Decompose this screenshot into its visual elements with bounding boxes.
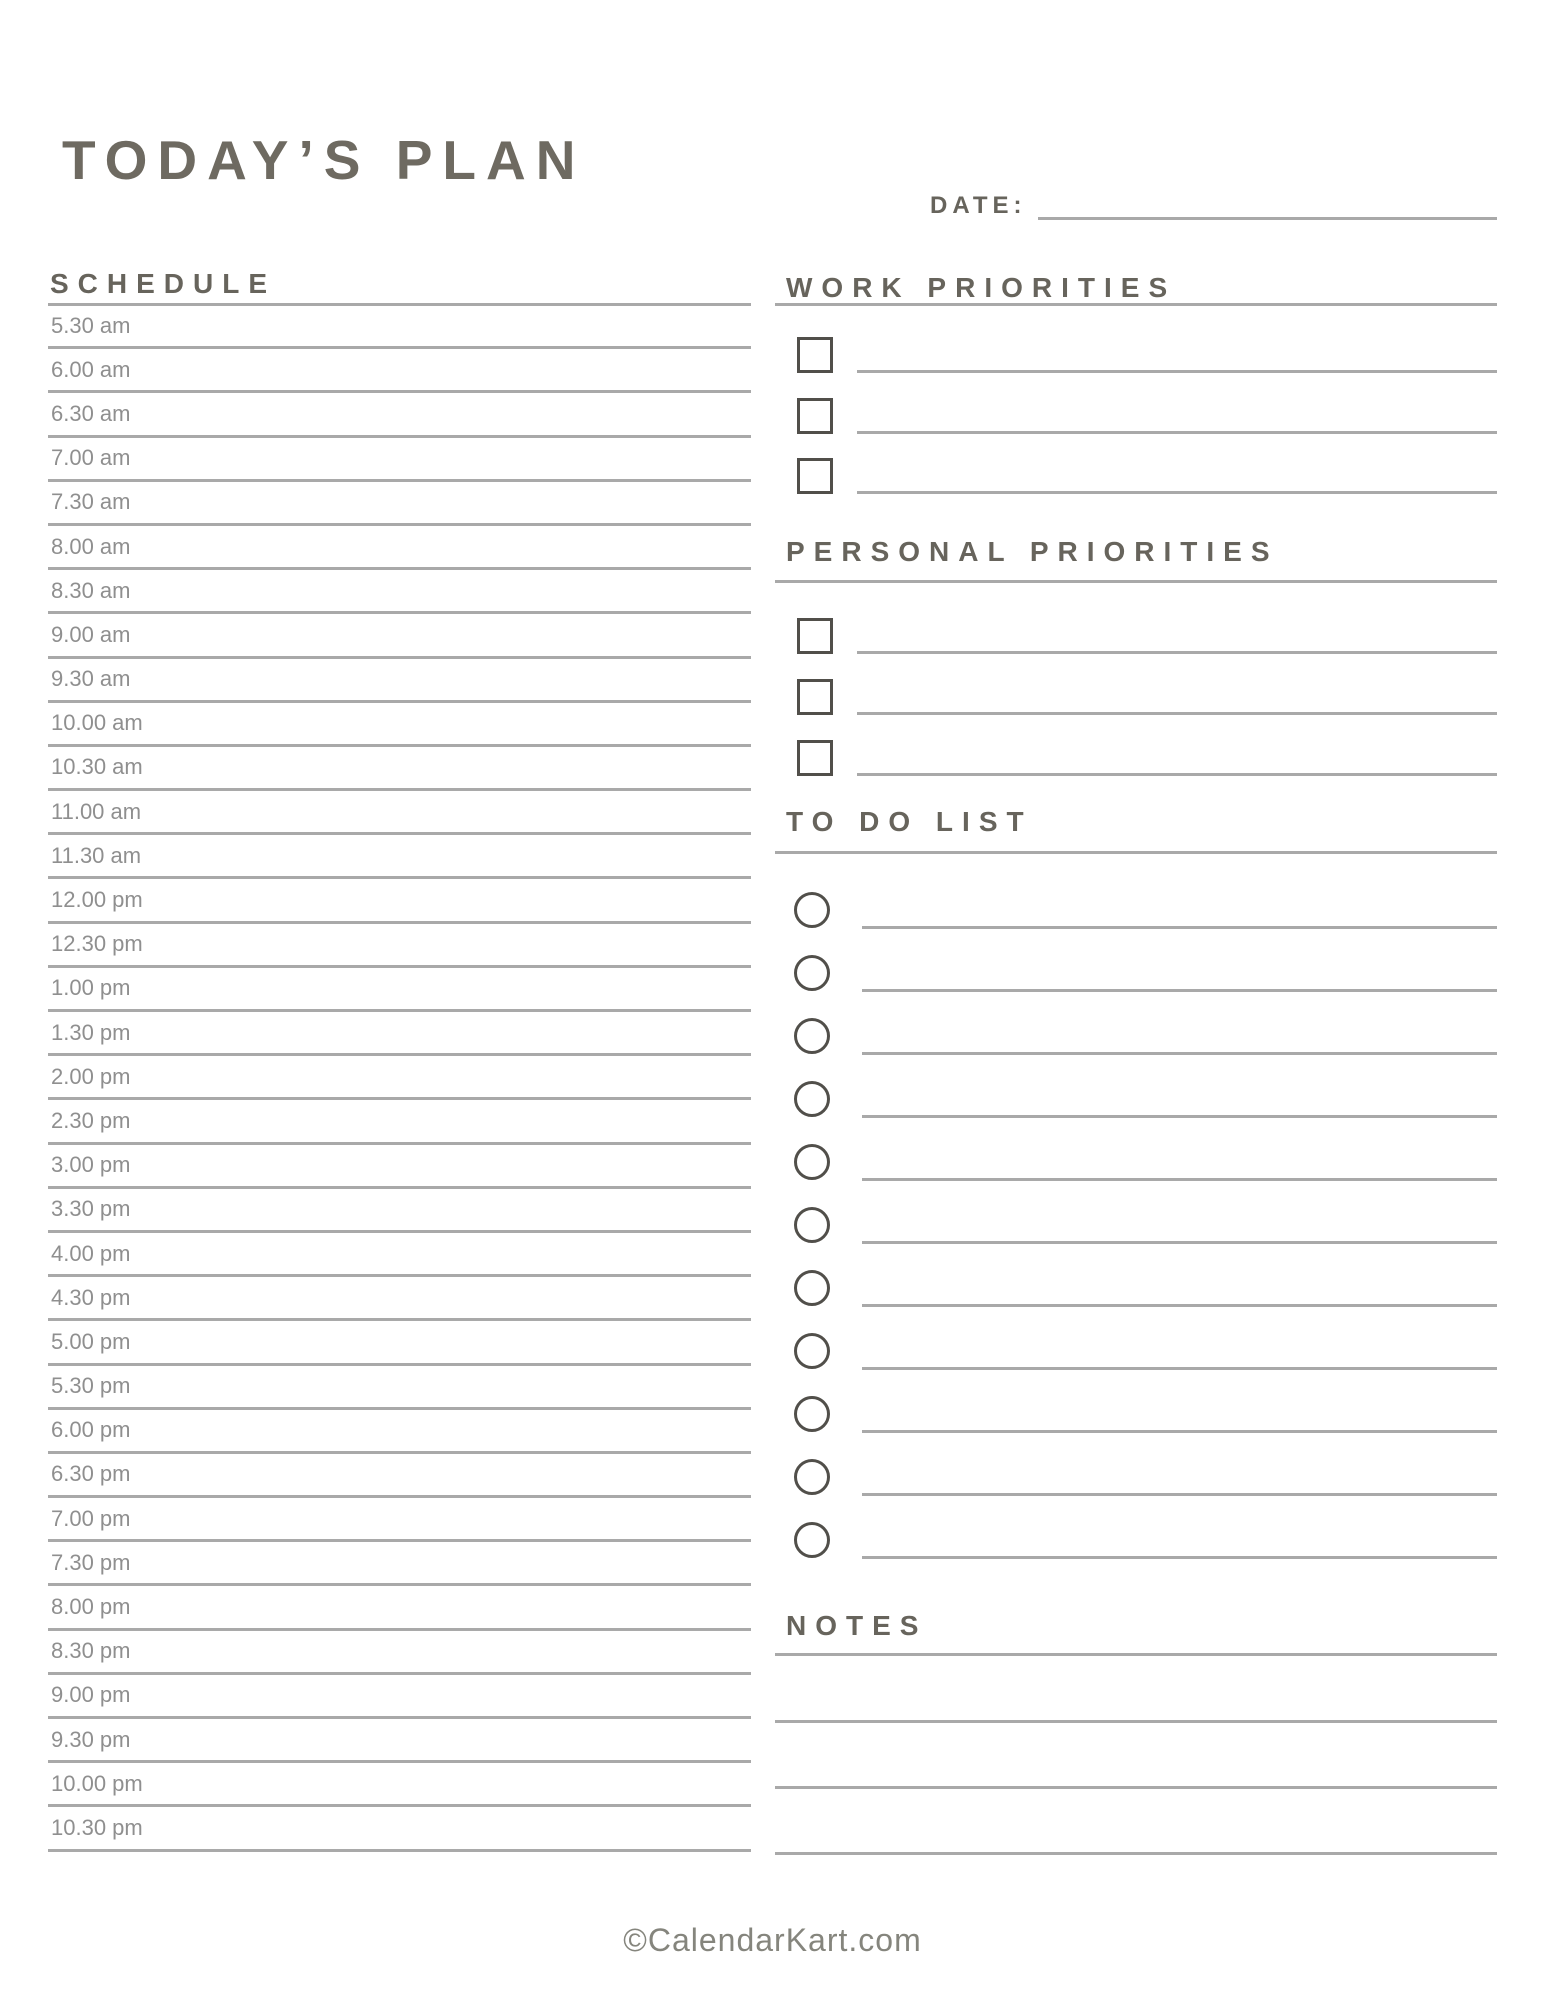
schedule-time-label: 10.00 pm	[51, 1770, 143, 1796]
schedule-time-label: 5.00 pm	[51, 1328, 131, 1354]
schedule-time-label: 5.30 am	[51, 312, 131, 338]
schedule-row[interactable]	[48, 1807, 751, 1851]
schedule-time-label: 5.30 pm	[51, 1373, 131, 1399]
schedule-time-label: 6.30 am	[51, 400, 131, 426]
schedule-row[interactable]	[48, 1366, 751, 1410]
schedule-time-label: 10.00 am	[51, 710, 143, 736]
schedule-row[interactable]	[48, 1012, 751, 1056]
schedule-row[interactable]	[48, 1145, 751, 1189]
schedule-row[interactable]	[48, 703, 751, 747]
schedule-row[interactable]	[48, 659, 751, 703]
todo-line[interactable]	[862, 1430, 1497, 1433]
todo-bullet-circle[interactable]	[794, 1333, 830, 1369]
schedule-time-label: 8.30 pm	[51, 1638, 131, 1664]
schedule-row[interactable]	[48, 1233, 751, 1277]
schedule-row[interactable]	[48, 1410, 751, 1454]
schedule-row[interactable]	[48, 570, 751, 614]
schedule-row[interactable]	[48, 438, 751, 482]
footer-credit: ©CalendarKart.com	[623, 1922, 922, 1958]
schedule-row[interactable]	[48, 1321, 751, 1365]
notes-heading: NOTES	[786, 1610, 928, 1641]
work-priority-line[interactable]	[857, 370, 1497, 373]
schedule-row[interactable]	[48, 747, 751, 791]
schedule-heading: SCHEDULE	[50, 268, 277, 299]
personal-priority-checkbox[interactable]	[797, 740, 833, 776]
schedule-time-label: 4.00 pm	[51, 1240, 131, 1266]
schedule-time-label: 4.30 pm	[51, 1284, 131, 1310]
personal-priority-line[interactable]	[857, 651, 1497, 654]
schedule-row[interactable]	[48, 482, 751, 526]
work-priorities-underline	[775, 303, 1497, 306]
schedule-row[interactable]	[48, 393, 751, 437]
todo-bullet-circle[interactable]	[794, 1396, 830, 1432]
personal-priorities-underline	[775, 580, 1497, 583]
schedule-time-label: 8.00 am	[51, 533, 131, 559]
personal-priority-checkbox[interactable]	[797, 679, 833, 715]
schedule-row[interactable]	[48, 1542, 751, 1586]
todo-line[interactable]	[862, 1304, 1497, 1307]
schedule-time-label: 9.30 pm	[51, 1726, 131, 1752]
schedule-row[interactable]	[48, 1763, 751, 1807]
schedule-row[interactable]	[48, 349, 751, 393]
work-priority-checkbox[interactable]	[797, 458, 833, 494]
personal-priority-line[interactable]	[857, 712, 1497, 715]
todo-bullet-circle[interactable]	[794, 1459, 830, 1495]
todo-heading: TO DO LIST	[786, 806, 1033, 837]
schedule-row[interactable]	[48, 924, 751, 968]
schedule-time-label: 2.00 pm	[51, 1063, 131, 1089]
schedule-time-label: 9.00 pm	[51, 1682, 131, 1708]
todo-line[interactable]	[862, 1115, 1497, 1118]
schedule-time-label: 6.00 am	[51, 356, 131, 382]
schedule-row[interactable]	[48, 879, 751, 923]
schedule-time-label: 7.00 am	[51, 445, 131, 471]
notes-line[interactable]	[775, 1786, 1497, 1789]
schedule-time-label: 1.00 pm	[51, 975, 131, 1001]
notes-line[interactable]	[775, 1852, 1497, 1855]
schedule-time-label: 7.30 pm	[51, 1549, 131, 1575]
todo-line[interactable]	[862, 1178, 1497, 1181]
todo-bullet-circle[interactable]	[794, 1144, 830, 1180]
work-priority-line[interactable]	[857, 431, 1497, 434]
schedule-time-label: 2.30 pm	[51, 1107, 131, 1133]
schedule-time-label: 6.00 pm	[51, 1417, 131, 1443]
schedule-row[interactable]	[48, 1100, 751, 1144]
todo-bullet-circle[interactable]	[794, 1522, 830, 1558]
work-priority-checkbox[interactable]	[797, 398, 833, 434]
date-label: DATE:	[930, 192, 1027, 219]
todo-line[interactable]	[862, 926, 1497, 929]
schedule-row[interactable]	[48, 1454, 751, 1498]
todo-underline	[775, 851, 1497, 854]
todo-bullet-circle[interactable]	[794, 1018, 830, 1054]
schedule-time-label: 8.00 pm	[51, 1594, 131, 1620]
schedule-row[interactable]	[48, 526, 751, 570]
schedule-time-label: 11.00 am	[51, 798, 142, 824]
schedule-row[interactable]	[48, 1675, 751, 1719]
work-priorities-heading: WORK PRIORITIES	[786, 272, 1177, 303]
schedule-row[interactable]	[48, 1631, 751, 1675]
schedule-row[interactable]	[48, 835, 751, 879]
date-line[interactable]	[1038, 217, 1497, 220]
schedule-time-label: 11.30 am	[51, 842, 142, 868]
schedule-time-label: 10.30 pm	[51, 1814, 143, 1840]
schedule-row[interactable]	[48, 1277, 751, 1321]
work-priority-checkbox[interactable]	[797, 337, 833, 373]
schedule-row[interactable]	[48, 305, 751, 349]
schedule-time-label: 9.00 am	[51, 621, 131, 647]
personal-priorities-heading: PERSONAL PRIORITIES	[786, 536, 1279, 567]
schedule-time-label: 8.30 am	[51, 577, 131, 603]
schedule-time-label: 6.30 pm	[51, 1461, 131, 1487]
todo-bullet-circle[interactable]	[794, 1081, 830, 1117]
schedule-time-label: 7.30 am	[51, 489, 131, 515]
schedule-row[interactable]	[48, 1719, 751, 1763]
todo-line[interactable]	[862, 1556, 1497, 1559]
personal-priority-checkbox[interactable]	[797, 618, 833, 654]
schedule-row[interactable]	[48, 791, 751, 835]
notes-underline	[775, 1653, 1497, 1656]
todo-line[interactable]	[862, 1367, 1497, 1370]
todo-line[interactable]	[862, 1493, 1497, 1496]
schedule-time-label: 12.00 pm	[51, 887, 143, 913]
schedule-time-label: 7.00 pm	[51, 1505, 131, 1531]
schedule-row[interactable]	[48, 1056, 751, 1100]
notes-line[interactable]	[775, 1720, 1497, 1723]
personal-priority-line[interactable]	[857, 773, 1497, 776]
schedule-time-label: 10.30 am	[51, 754, 143, 780]
schedule-time-label: 3.30 pm	[51, 1196, 131, 1222]
schedule-time-label: 9.30 am	[51, 666, 131, 692]
todo-bullet-circle[interactable]	[794, 1270, 830, 1306]
schedule-row[interactable]	[48, 614, 751, 658]
schedule-row[interactable]	[48, 968, 751, 1012]
schedule-time-label: 1.30 pm	[51, 1019, 131, 1045]
schedule-row[interactable]	[48, 1498, 751, 1542]
todo-line[interactable]	[862, 989, 1497, 992]
todo-bullet-circle[interactable]	[794, 892, 830, 928]
schedule-time-label: 12.30 pm	[51, 931, 143, 957]
schedule-row[interactable]	[48, 1189, 751, 1233]
todo-bullet-circle[interactable]	[794, 955, 830, 991]
schedule-rows	[48, 305, 751, 1852]
schedule-time-label: 3.00 pm	[51, 1152, 131, 1178]
page-title: TODAY’S PLAN	[62, 129, 586, 191]
todo-line[interactable]	[862, 1052, 1497, 1055]
schedule-row[interactable]	[48, 1586, 751, 1630]
todo-line[interactable]	[862, 1241, 1497, 1244]
todo-bullet-circle[interactable]	[794, 1207, 830, 1243]
work-priority-line[interactable]	[857, 491, 1497, 494]
